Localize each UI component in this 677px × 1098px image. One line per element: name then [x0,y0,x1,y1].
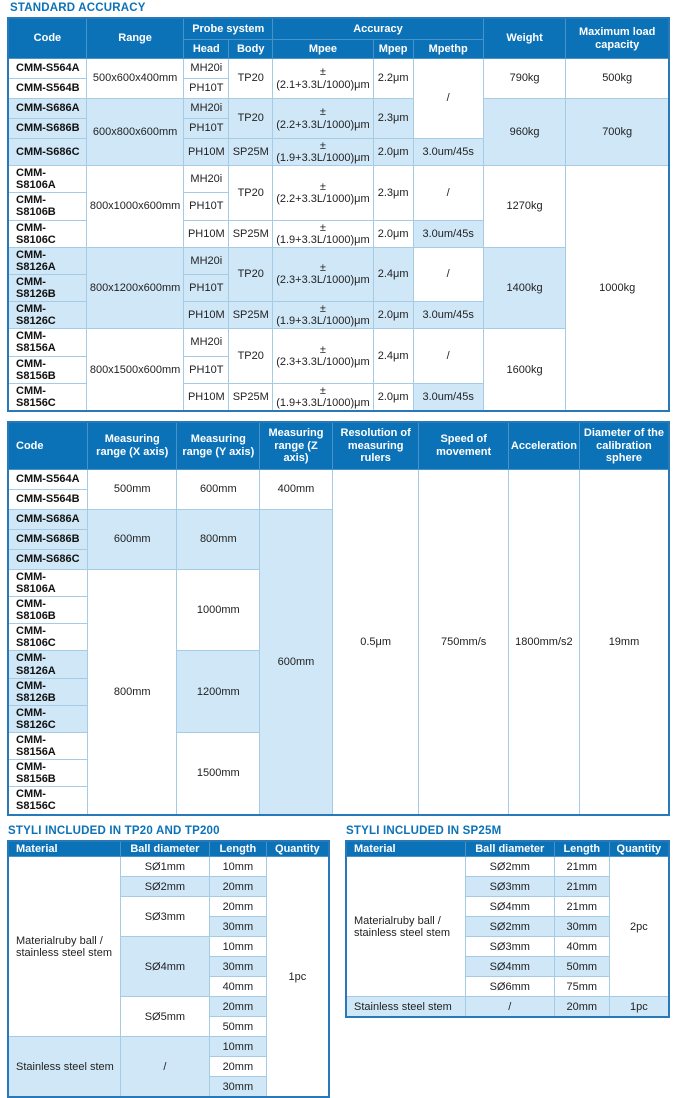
code-cell: CMM-S8156B [8,760,88,787]
ball-diameter-cell: SØ5mm [120,997,209,1037]
length-cell: 21mm [554,897,609,917]
mpep-cell: 2.0μm [373,139,413,166]
section-title-styli-sp25m: STYLI INCLUDED IN SP25M [346,824,502,837]
quantity-cell: 1pc [609,997,669,1018]
table-row [8,469,669,489]
col-header-speed: Speed of movement [419,422,508,470]
code-cell: CMM-S8156A [8,733,88,760]
y-range-cell: 1200mm [177,651,260,733]
mpep-cell: 2.4μm [373,329,413,383]
code-cell: CMM-S8106B [8,193,86,220]
table-row [8,857,329,877]
code-cell: CMM-S686B [8,119,86,139]
length-cell: 40mm [554,937,609,957]
ball-diameter-cell: SØ3mm [120,897,209,937]
col-header-code: Code [8,18,86,59]
ball-diameter-cell: SØ3mm [465,877,554,897]
quantity-cell: 2pc [609,857,669,997]
range-cell: 800x1200x600mm [86,247,184,329]
mpethp-cell: / [413,329,483,383]
range-cell: 600x800x600mm [86,99,184,166]
mpee-cell: ±(2.1+3.3L/1000)μm [273,59,373,99]
head-cell: PH10M [184,302,229,329]
mpethp-cell: / [413,59,483,139]
table-row [346,997,669,1018]
range-cell: 800x1000x600mm [86,166,184,248]
z-range-cell: 400mm [260,469,333,509]
code-cell: CMM-S8106B [8,597,88,624]
length-cell: 21mm [554,877,609,897]
mpethp-cell: 3.0um/45s [413,139,483,166]
length-cell: 30mm [554,917,609,937]
length-cell: 21mm [554,857,609,877]
col-header-range: Range [86,18,184,59]
code-cell: CMM-S686C [8,139,86,166]
mpethp-cell: / [413,166,483,220]
col-header-body: Body [229,40,273,59]
length-cell: 30mm [210,1077,267,1098]
length-cell: 20mm [554,997,609,1018]
x-range-cell: 600mm [88,509,177,569]
ball-diameter-cell: SØ4mm [465,897,554,917]
table-row [8,99,669,119]
head-cell: MH20i [184,166,229,193]
material-cell: Materialruby ball / stainless steel stem [8,857,120,1037]
col-header-weight: Weight [483,18,566,59]
range-cell: 500x600x400mm [86,59,184,99]
weight-cell: 1270kg [483,166,566,248]
mpep-cell: 2.0μm [373,220,413,247]
length-cell: 20mm [210,997,267,1017]
code-cell: CMM-S686B [8,529,88,549]
head-cell: PH10T [184,119,229,139]
material-cell: Materialruby ball / stainless steel stem [346,857,465,997]
code-cell: CMM-S8126A [8,247,86,274]
y-range-cell: 800mm [177,509,260,569]
col-header-probe-system: Probe system [184,18,273,40]
code-cell: CMM-S8126A [8,651,88,678]
code-cell: CMM-S8106C [8,220,86,247]
body-cell: TP20 [229,59,273,99]
code-cell: CMM-S8126C [8,705,88,732]
code-cell: CMM-S686A [8,99,86,119]
max-load-cell: 1000kg [566,166,669,411]
material-cell: Stainless steel stem [346,997,465,1018]
length-cell: 50mm [210,1017,267,1037]
body-cell: TP20 [229,329,273,383]
col-header-x-range: Measuring range (X axis) [88,422,177,470]
styli-tp20-table [7,840,330,1098]
col-header-mpep: Mpep [373,40,413,59]
material-cell: Stainless steel stem [8,1037,120,1098]
code-cell: CMM-S8156B [8,356,86,383]
x-range-cell: 800mm [88,569,177,814]
head-cell: MH20i [184,59,229,79]
col-header-max-load: Maximum load capacity [566,18,669,59]
col-header-code: Code [8,422,88,470]
mpethp-cell: 3.0um/45s [413,220,483,247]
col-header-mpee: Mpee [273,40,373,59]
head-cell: PH10M [184,139,229,166]
col-header-material: Material [346,841,465,857]
section-title-standard-accuracy: STANDARD ACCURACY [10,2,146,14]
col-header-sphere-diameter: Diameter of the calibration sphere [579,422,669,470]
mpep-cell: 2.0μm [373,383,413,411]
mpep-cell: 2.3μm [373,166,413,220]
col-header-resolution: Resolution of measuring rulers [332,422,419,470]
ball-diameter-cell: SØ4mm [120,937,209,997]
body-cell: TP20 [229,166,273,220]
styli-sp25m-table [345,840,670,1019]
mpep-cell: 2.0μm [373,302,413,329]
body-cell: SP25M [229,220,273,247]
code-cell: CMM-S8156C [8,787,88,815]
code-cell: CMM-S8156A [8,329,86,356]
head-cell: PH10T [184,356,229,383]
code-cell: CMM-S8126B [8,274,86,301]
mpee-cell: ±(1.9+3.3L/1000)μm [273,220,373,247]
max-load-cell: 700kg [566,99,669,166]
ball-diameter-cell: SØ2mm [465,917,554,937]
body-cell: TP20 [229,247,273,301]
y-range-cell: 1500mm [177,733,260,815]
col-header-ball-diameter: Ball diameter [120,841,209,857]
length-cell: 10mm [210,1037,267,1057]
code-cell: CMM-S564B [8,489,88,509]
quantity-cell: 1pc [266,857,329,1098]
mpee-cell: ±(2.3+3.3L/1000)μm [273,329,373,383]
head-cell: PH10M [184,383,229,411]
mpethp-cell: 3.0um/45s [413,302,483,329]
col-header-y-range: Measuring range (Y axis) [177,422,260,470]
styli-section [7,825,670,1098]
resolution-cell: 0.5μm [332,469,419,814]
col-header-accuracy: Accuracy [273,18,484,40]
length-cell: 20mm [210,1057,267,1077]
length-cell: 30mm [210,917,267,937]
styli-tp20-column [7,825,330,1098]
code-cell: CMM-S686C [8,549,88,569]
weight-cell: 790kg [483,59,566,99]
mpee-cell: ±(2.2+3.3L/1000)μm [273,99,373,139]
col-header-material: Material [8,841,120,857]
body-cell: SP25M [229,139,273,166]
mpee-cell: ±(2.3+3.3L/1000)μm [273,247,373,301]
code-cell: CMM-S686A [8,509,88,529]
length-cell: 75mm [554,977,609,997]
body-cell: TP20 [229,99,273,139]
length-cell: 10mm [210,937,267,957]
body-cell: SP25M [229,302,273,329]
col-header-quantity: Quantity [266,841,329,857]
col-header-head: Head [184,40,229,59]
col-header-acceleration: Acceleration [508,422,579,470]
body-cell: SP25M [229,383,273,411]
ball-diameter-cell: SØ2mm [465,857,554,877]
z-range-cell: 600mm [260,509,333,814]
code-cell: CMM-S8156C [8,383,86,411]
head-cell: MH20i [184,329,229,356]
code-cell: CMM-S564A [8,469,88,489]
x-range-cell: 500mm [88,469,177,509]
code-cell: CMM-S8106C [8,624,88,651]
section-title-styli-tp20: STYLI INCLUDED IN TP20 AND TP200 [8,824,220,837]
measuring-range-table [7,421,670,816]
speed-cell: 750mm/s [419,469,508,814]
mpee-cell: ±(1.9+3.3L/1000)μm [273,302,373,329]
mpep-cell: 2.3μm [373,99,413,139]
ball-diameter-cell: SØ6mm [465,977,554,997]
ball-diameter-cell: / [465,997,554,1018]
mpethp-cell: 3.0um/45s [413,383,483,411]
mpee-cell: ±(2.2+3.3L/1000)μm [273,166,373,220]
weight-cell: 1400kg [483,247,566,329]
col-header-length: Length [210,841,267,857]
ball-diameter-cell: SØ3mm [465,937,554,957]
length-cell: 20mm [210,897,267,917]
y-range-cell: 1000mm [177,569,260,651]
length-cell: 40mm [210,977,267,997]
head-cell: PH10M [184,220,229,247]
y-range-cell: 600mm [177,469,260,509]
weight-cell: 1600kg [483,329,566,411]
code-cell: CMM-S564A [8,59,86,79]
standard-accuracy-table [7,17,670,412]
ball-diameter-cell: SØ4mm [465,957,554,977]
head-cell: PH10T [184,274,229,301]
col-header-mpethp: Mpethp [413,40,483,59]
code-cell: CMM-S8106A [8,166,86,193]
code-cell: CMM-S8106A [8,569,88,596]
col-header-z-range: Measuring range (Z axis) [260,422,333,470]
length-cell: 50mm [554,957,609,977]
code-cell: CMM-S564B [8,79,86,99]
head-cell: MH20i [184,99,229,119]
ball-diameter-cell: SØ2mm [120,877,209,897]
col-header-ball-diameter: Ball diameter [465,841,554,857]
head-cell: PH10T [184,193,229,220]
sphere-diameter-cell: 19mm [579,469,669,814]
table-row [8,166,669,193]
weight-cell: 960kg [483,99,566,166]
ball-diameter-cell: SØ1mm [120,857,209,877]
mpep-cell: 2.2μm [373,59,413,99]
acceleration-cell: 1800mm/s2 [508,469,579,814]
mpep-cell: 2.4μm [373,247,413,301]
mpee-cell: ±(1.9+3.3L/1000)μm [273,383,373,411]
head-cell: MH20i [184,247,229,274]
code-cell: CMM-S8126C [8,302,86,329]
length-cell: 10mm [210,857,267,877]
range-cell: 800x1500x600mm [86,329,184,411]
mpethp-cell: / [413,247,483,301]
col-header-quantity: Quantity [609,841,669,857]
length-cell: 20mm [210,877,267,897]
table-row [346,857,669,877]
max-load-cell: 500kg [566,59,669,99]
styli-sp25m-column [345,825,670,1019]
ball-diameter-cell: / [120,1037,209,1098]
mpee-cell: ±(1.9+3.3L/1000)μm [273,139,373,166]
col-header-length: Length [554,841,609,857]
table-row [8,59,669,79]
code-cell: CMM-S8126B [8,678,88,705]
head-cell: PH10T [184,79,229,99]
length-cell: 30mm [210,957,267,977]
